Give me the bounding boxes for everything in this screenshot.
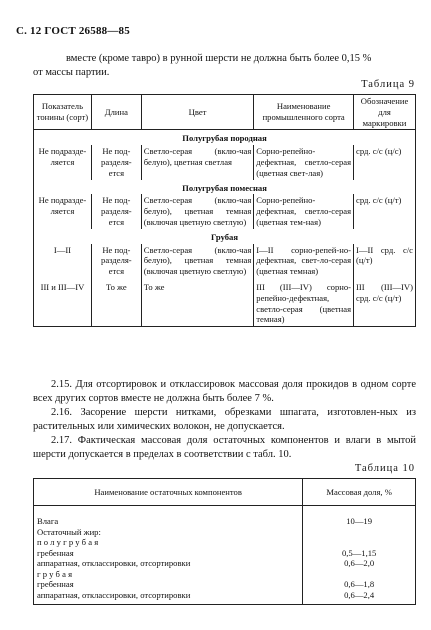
table-row <box>34 569 416 580</box>
cell-fineness: Не подразде-ляется <box>34 194 92 228</box>
cell-value: 0,6—2,0 <box>303 558 416 569</box>
group-row <box>34 130 416 145</box>
table-row <box>34 145 416 179</box>
group-title: Грубая <box>34 229 416 244</box>
col-header-fineness: Показатель тонины (сорт) <box>34 95 92 130</box>
table-row <box>34 558 416 569</box>
cell-component: Влага <box>34 506 303 527</box>
cell-marking: срд. с/с (ц/с) <box>354 145 416 179</box>
cell-value: 0,6—2,4 <box>303 590 416 605</box>
table-row <box>34 527 416 538</box>
paragraph-2-16: 2.16. Засорение шерсти нитками, обрезками шпагата, изготовлен-ных из растительных или химических волокон, не допускается. <box>33 407 416 432</box>
col-header-mass-fraction: Массовая доля, % <box>303 479 416 506</box>
cell-value: 0,6—1,8 <box>303 579 416 590</box>
table-row <box>34 278 416 327</box>
cell-industrial-grade: III (III—IV) сорно-репейно-дефектная, светло-серая (цветная темная) <box>254 278 354 327</box>
cell-color: То же <box>141 278 253 327</box>
cell-length: Не под-разделя-ется <box>91 244 141 278</box>
cell-marking: срд. с/с (ц/т) <box>354 194 416 228</box>
group-title: Полугрубая помесная <box>34 180 416 195</box>
cell-component: грубая <box>34 569 303 580</box>
cell-industrial-grade: I—II сорно-репей-но-дефектная, свет-ло-серая (цветная темная) <box>254 244 354 278</box>
col-header-component: Наименование остаточных компонентов <box>34 479 303 506</box>
cell-color: Светло-серая (вклю-чая белую), цветная темная (включая цветную светлую) <box>141 244 253 278</box>
table-row <box>34 506 416 527</box>
cell-value: 10—19 <box>303 506 416 527</box>
table10-header-row <box>34 479 416 506</box>
table-row <box>34 548 416 559</box>
cell-color: Светло-серая (вклю-чая белую), цветная темная (включая цветную светлую) <box>141 194 253 228</box>
table9-caption: Таблица 9 <box>361 79 415 90</box>
page-header: С. 12 ГОСТ 26588—85 <box>16 25 130 37</box>
paragraph-2-17: 2.17. Фактическая массовая доля остаточных компонентов и влаги в мытой шерсти допускается в пределах в соответствии с табл. 10. <box>33 435 416 460</box>
group-row <box>34 229 416 244</box>
cell-value: 0,5—1,15 <box>303 548 416 559</box>
cell-industrial-grade: Сорно-репейно-дефектная, светло-серая (цветная тем-ная) <box>254 194 354 228</box>
table-row <box>34 244 416 278</box>
col-header-industrial-grade: Наименование промышленного сорта <box>254 95 354 130</box>
paragraph-2-15: 2.15. Для отсортировок и отклассировок массовая доля прокидов в одном сорте всех других сортов вместе не должна быть более 7 %. <box>33 379 416 404</box>
cell-component: аппаратная, отклассировки, отсортировки <box>34 590 303 605</box>
cell-color: Светло-серая (вклю-чая белую), цветная светлая <box>141 145 253 179</box>
cell-marking: III (III—IV) срд. с/с (ц/т) <box>354 278 416 327</box>
cell-length: То же <box>91 278 141 327</box>
col-header-marking: Обозначение для маркировки <box>354 95 416 130</box>
cell-component: Остаточный жир: <box>34 527 303 538</box>
cell-fineness: III и III—IV <box>34 278 92 327</box>
table-10 <box>33 478 416 605</box>
cell-component: гребенная <box>34 548 303 559</box>
intro-line-1: вместе (кроме тавро) в рунной шерсти не должна быть более 0,15 % <box>66 53 372 64</box>
table-row <box>34 590 416 605</box>
cell-value <box>303 527 416 538</box>
col-header-color: Цвет <box>141 95 253 130</box>
group-title: Полугрубая породная <box>34 130 416 145</box>
table-row <box>34 537 416 548</box>
table9-header-row <box>34 95 416 130</box>
cell-component: полугрубая <box>34 537 303 548</box>
cell-industrial-grade: Сорно-репейно-дефектная, светло-серая (цветная свет-лая) <box>254 145 354 179</box>
intro-line-2: от массы партии. <box>33 67 110 78</box>
cell-value <box>303 569 416 580</box>
cell-marking: I—II срд. с/с (ц/т) <box>354 244 416 278</box>
table-9 <box>33 94 416 327</box>
col-header-length: Длина <box>91 95 141 130</box>
cell-length: Не под-разделя-ется <box>91 194 141 228</box>
cell-fineness: I—II <box>34 244 92 278</box>
table-row <box>34 579 416 590</box>
group-row <box>34 180 416 195</box>
table-row <box>34 194 416 228</box>
cell-component: гребенная <box>34 579 303 590</box>
cell-value <box>303 537 416 548</box>
cell-fineness: Не подразде-ляется <box>34 145 92 179</box>
cell-length: Не под-разделя-ется <box>91 145 141 179</box>
table10-caption: Таблица 10 <box>354 463 415 474</box>
cell-component: аппаратная, отклассировки, отсортировки <box>34 558 303 569</box>
